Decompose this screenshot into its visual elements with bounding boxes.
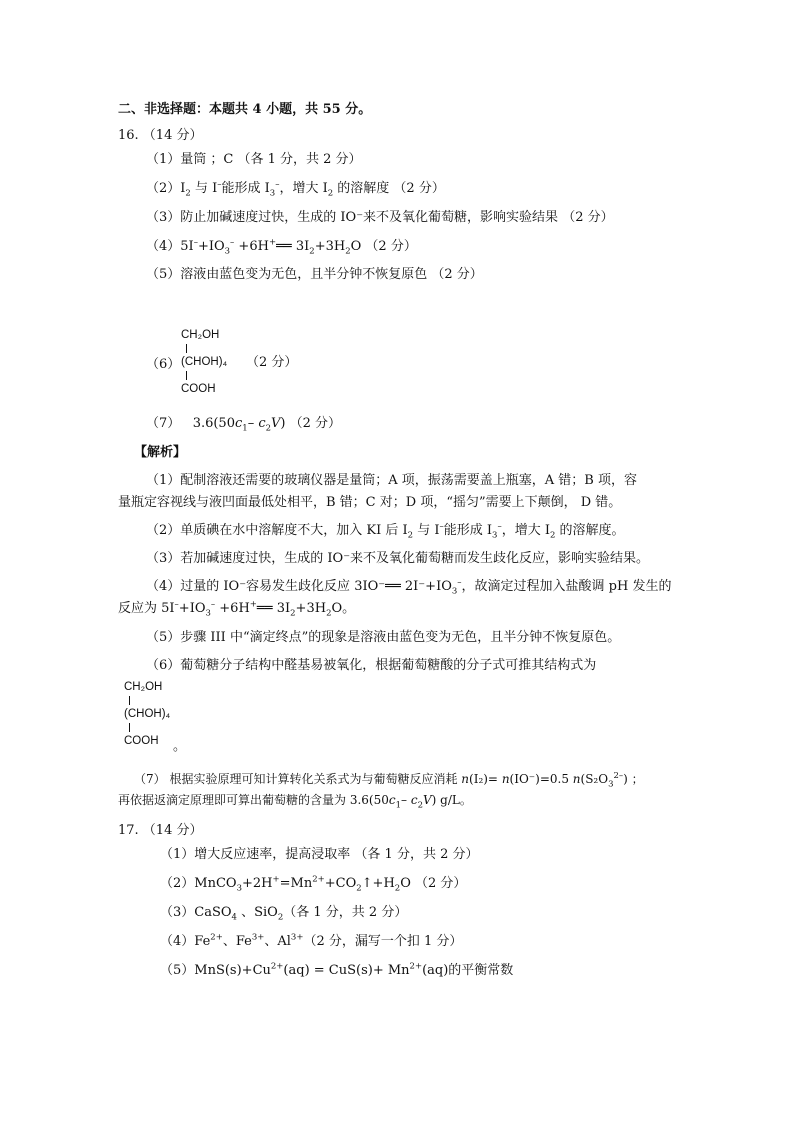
section-title: 二、非选择题：本题共 4 小题，共 55 分。: [118, 102, 372, 117]
explanation-7b: 再依据返滴定原理即可算出葡萄糖的含量为 $3.6(50c_1-$ $c_2V$) g/L。: [118, 793, 472, 811]
q17-header: 17. （14 分）: [118, 823, 203, 838]
explanation-5: （5）步骤 III 中“滴定终点”的现象是溶液由蓝色变为无色，且半分钟不恢复原色。: [146, 630, 621, 645]
bond-line: [186, 344, 187, 353]
explanation-2: （2）单质碘在水中溶解度不大，加入 KI 后 $I_2$ 与 I–能形成 $I_3^-$，增大 $I_2$ 的溶解度。: [146, 521, 625, 541]
bond-line: [186, 371, 187, 380]
structure-bot: COOH: [124, 735, 159, 747]
explanation-1a: （1）配制溶液还需要的玻璃仪器是量筒；A 项，振荡需要盖上瓶塞，A 错；B 项，容: [146, 473, 637, 488]
q16-answer-2: $(2)I_2$ 与 I–能形成 $I_3^-$，增大 $I_2$ 的溶解度 （2 分）: [146, 179, 445, 199]
q17-answer-2: $(2)MnCO_3+2H^+=Mn^{2+}+CO_2↑+H_2O$ （2 分）: [160, 874, 467, 894]
gluconic-acid-structure-2: [124, 680, 170, 748]
explanation-1b: 量瓶定容视线与液凹面最低处相平，B 错；C 对；D 项，“摇匀”需要上下颠倒， D 错。: [118, 495, 622, 510]
q16-answer-6-score: （2 分）: [246, 355, 298, 370]
bond-line: [129, 723, 130, 732]
q16-answer-3: （3）防止加碱速度过快，生成的 IO⁻来不及氧化葡萄糖，影响实验结果 （2 分）: [146, 210, 614, 225]
explanation-7a: （7） 根据实验原理可知计算转化关系式为与葡萄糖反应消耗 n(I₂)= n(IO⁻)=0.5 $n(S_2O_3^{2-})$ ；: [134, 771, 644, 790]
q16-answer-4: $(4)5I^-+IO_3^-$ +6H+══ $3I_2+3H_2O$ （2 分）: [146, 237, 417, 257]
q17-answer-4: $(4)Fe^{2+}$、$Fe^{3+}$、$Al^{3+}(2$ 分，漏写一个扣 1 分）: [160, 932, 463, 949]
structure-bot: COOH: [181, 383, 216, 395]
bond-line: [129, 696, 130, 705]
q17-answer-5: $(5)MnS(s)+Cu^{2+}(aq) = CuS(s)+ Mn^{2+}(aq)$的平衡常数: [160, 961, 514, 978]
gluconic-acid-structure-1: [181, 328, 227, 396]
explanation-4a: （4）过量的 IO⁻容易发生歧化反应 3IO⁻══ $2I^-+IO_3^-$，故滴定过程加入盐酸调 pH 发生的: [146, 577, 672, 597]
q16-answer-1: （1）量筒 ；C （各 1 分，共 2 分）: [146, 152, 362, 167]
q16-answer-5: （5）溶液由蓝色变为无色，且半分钟不恢复原色 （2 分）: [146, 267, 483, 282]
explanation-3: （3）若加碱速度过快，生成的 IO⁻来不及氧化葡萄糖而发生歧化反应，影响实验结果。: [146, 551, 650, 566]
structure-2-period: 。: [173, 739, 187, 754]
structure-top: CH₂OH: [181, 329, 220, 341]
q17-answer-3: （3）CaSO$_4$ 、SiO$_2$（各 1 分，共 2 分）: [160, 905, 408, 923]
explanation-6: （6）葡萄糖分子结构中醛基易被氧化，根据葡萄糖酸的分子式可推其结构式为: [146, 658, 597, 673]
q16-header: 16. （14 分）: [118, 128, 203, 143]
structure-mid: (CHOH)₄: [124, 708, 171, 720]
analysis-heading: 【解析】: [134, 445, 187, 460]
q16-answer-7: （7） $3.6(50c_1-$ $c_2V$) （2 分）: [146, 416, 342, 434]
structure-top: CH₂OH: [124, 681, 163, 693]
q16-answer-6-label: （6）: [146, 357, 181, 372]
structure-mid: (CHOH)₄: [181, 356, 228, 368]
q17-answer-1: （1）增大反应速率，提高浸取率 （各 1 分，共 2 分）: [160, 847, 479, 862]
explanation-4b: 反应为 $5I^-+IO_3^-$ +6H+══ $3I_2+3H_2O$。: [118, 599, 356, 619]
